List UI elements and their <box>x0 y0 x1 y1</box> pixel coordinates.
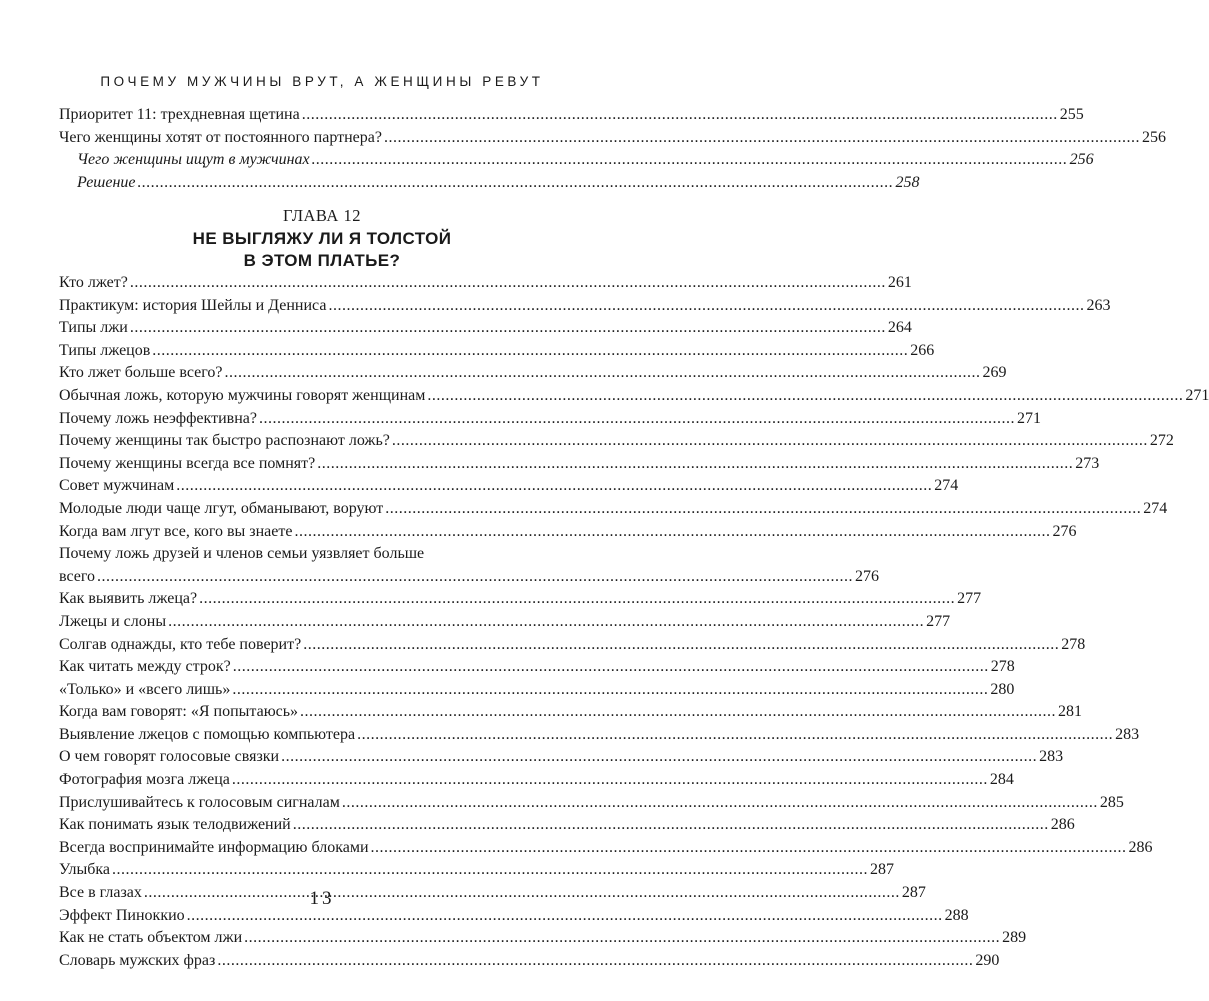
toc-entry <box>59 859 895 882</box>
toc-entry-title: Выявление лжецов с помощью компьютера <box>59 725 356 743</box>
toc-entry-title: Фотография мозга лжеца <box>59 771 230 789</box>
running-head: ПОЧЕМУ МУЖЧИНЫ ВРУТ, А ЖЕНЩИНЫ РЕВУТ <box>100 74 544 89</box>
toc-entry-title: Прислушивайтесь к голосовым сигналам <box>59 793 340 811</box>
toc-entry <box>59 679 1015 702</box>
toc-dot-leader <box>232 679 988 702</box>
toc-entry-title: О чем говорят голосовые связки <box>59 748 280 766</box>
toc-dot-leader <box>281 746 1037 769</box>
toc-entry-title: Почему ложь неэффективна? <box>59 409 257 427</box>
toc-dot-leader <box>312 149 1068 172</box>
toc-entry <box>59 656 1015 679</box>
toc-entry-title: Почему женщины всегда все помнят? <box>59 454 316 472</box>
toc-entry-page: 280 <box>990 680 1015 698</box>
toc-dot-leader <box>97 566 853 589</box>
toc-entry-page: 288 <box>944 906 969 924</box>
toc-entry <box>59 769 1014 792</box>
toc-entry <box>59 814 1075 837</box>
toc-entry-page: 284 <box>989 771 1014 789</box>
toc-entry-title: Как читать между строк? <box>59 658 231 676</box>
toc-entry <box>59 927 1027 950</box>
toc-dot-leader <box>294 521 1050 544</box>
toc-entry-page: 256 <box>1069 151 1094 169</box>
toc-entry <box>59 295 1111 318</box>
toc-entry-title: Солгав однажды, кто тебе поверит? <box>59 635 302 653</box>
toc-entry-page: 277 <box>926 612 951 630</box>
toc-entry-page: 283 <box>1039 748 1064 766</box>
toc-entry <box>59 272 912 295</box>
toc-dot-leader <box>293 814 1049 837</box>
toc-entry-page: 264 <box>887 319 912 337</box>
toc-subentry <box>59 149 1094 172</box>
toc-entry-title: Всегда воспринимайте информацию блоками <box>59 838 369 856</box>
toc-entry-page: 281 <box>1058 703 1083 721</box>
toc-entry <box>59 340 935 363</box>
toc-entry <box>59 746 1064 769</box>
toc-entry-title: Решение <box>77 173 136 191</box>
toc-entry <box>59 588 982 611</box>
toc-entry-page: 269 <box>982 364 1007 382</box>
toc-entry-page: 276 <box>855 567 880 585</box>
toc-dot-leader <box>328 295 1084 318</box>
toc-entry <box>59 430 1174 453</box>
toc-dot-leader <box>199 588 955 611</box>
toc-dot-leader <box>138 172 894 195</box>
toc-entry-page: 261 <box>887 274 912 291</box>
toc-entry-title: Словарь мужских фраз <box>59 951 216 969</box>
toc-entry-page: 287 <box>870 861 895 879</box>
toc-entry-title: Когда вам говорят: «Я попытаюсь» <box>59 703 299 721</box>
toc-dot-leader <box>130 317 886 340</box>
toc-dot-leader <box>244 927 1000 950</box>
toc-entry <box>59 701 1083 724</box>
toc-entry-page: 278 <box>990 658 1015 676</box>
toc-dot-leader <box>342 792 1098 815</box>
toc-chapter-12 <box>59 272 1209 972</box>
toc-entry-title: Приоритет 11: трехдневная щетина <box>59 106 300 123</box>
toc-dot-leader <box>302 104 1058 127</box>
toc-entry-title: Как не стать объектом лжи <box>59 929 243 947</box>
toc-entry-title: Совет мужчинам <box>59 477 175 495</box>
toc-dot-leader <box>384 127 1140 150</box>
toc-entry-title: всего <box>59 567 96 585</box>
toc-entry-title: Лжецы и слоны <box>59 612 167 630</box>
toc-entry-page: 272 <box>1149 432 1174 450</box>
toc-entry-title: Молодые люди чаще лгут, обманывают, воруют <box>59 499 384 517</box>
toc-dot-leader <box>152 340 908 363</box>
toc-entry-title: Типы лжецов <box>59 341 151 359</box>
toc-dot-leader <box>233 656 989 679</box>
toc-entry-title: Практикум: история Шейлы и Денниса <box>59 296 327 314</box>
toc-top-section <box>59 104 1166 194</box>
toc-subentry <box>59 172 920 195</box>
chapter-title-line-2: В ЭТОМ ПЛАТЬЕ? <box>243 251 401 270</box>
toc-entry <box>59 127 1166 150</box>
toc-dot-leader <box>168 611 924 634</box>
toc-entry-page: 283 <box>1115 725 1140 743</box>
toc-entry-title: Кто лжет больше всего? <box>59 364 223 382</box>
toc-entry <box>59 724 1140 747</box>
toc-entry-page: 289 <box>1002 929 1027 947</box>
toc-entry-page: 286 <box>1128 838 1153 856</box>
toc-dot-leader <box>317 453 1073 476</box>
toc-dot-leader <box>392 430 1148 453</box>
toc-entry <box>59 792 1124 815</box>
toc-entry-page: 258 <box>895 173 920 191</box>
chapter-title-line-1: НЕ ВЫГЛЯЖУ ЛИ Я ТОЛСТОЙ <box>192 229 452 248</box>
toc-entry-page: 266 <box>910 341 935 359</box>
toc-entry-title: «Только» и «всего лишь» <box>59 680 231 698</box>
toc-entry-title: Почему женщины так быстро распознают ложь? <box>59 432 390 450</box>
toc-entry-page: 274 <box>1143 499 1168 517</box>
toc-entry <box>59 385 1209 408</box>
toc-entry-title: Кто лжет? <box>59 274 128 291</box>
toc-entry-page: 276 <box>1052 522 1077 540</box>
toc-entry <box>59 837 1153 860</box>
toc-entry <box>59 453 1100 476</box>
toc-entry <box>59 408 1041 431</box>
toc-entry-title: Эффект Пиноккио <box>59 906 185 924</box>
toc-entry-page: 278 <box>1061 635 1086 653</box>
toc-entry <box>59 634 1086 657</box>
toc-entry-title-line-1: Почему ложь друзей и членов семьи уязвляет больше <box>59 545 425 563</box>
toc-entry-title: Чего женщины ищут в мужчинах <box>77 151 310 169</box>
toc-dot-leader <box>385 498 1141 521</box>
toc-entry-page: 286 <box>1050 816 1075 834</box>
toc-entry-page: 263 <box>1086 296 1111 314</box>
toc-entry-title: Все в глазах <box>59 884 142 902</box>
toc-entry <box>59 475 959 498</box>
toc-entry-title: Как выявить лжеца? <box>59 590 198 608</box>
toc-entry-page: 271 <box>1185 386 1209 404</box>
toc-dot-leader <box>232 769 988 792</box>
chapter-title <box>0 228 644 272</box>
toc-entry-title: Как понимать язык телодвижений <box>59 816 291 834</box>
toc-dot-leader <box>303 634 1059 657</box>
toc-entry <box>59 362 1007 385</box>
toc-dot-leader <box>217 950 973 973</box>
toc-entry-title: Типы лжи <box>59 319 128 337</box>
toc-dot-leader <box>130 272 886 295</box>
toc-entry-page: 273 <box>1075 454 1100 472</box>
toc-entry <box>59 498 1168 521</box>
toc-dot-leader <box>300 701 1056 724</box>
toc-entry <box>59 104 1084 127</box>
toc-entry <box>59 521 1077 544</box>
toc-entry <box>59 611 951 634</box>
toc-entry-title: Когда вам лгут все, кого вы знаете <box>59 522 293 540</box>
toc-entry-page: 271 <box>1016 409 1041 427</box>
toc-entry-page: 255 <box>1059 106 1084 123</box>
page-number: 13 <box>309 888 335 909</box>
toc-dot-leader <box>427 385 1183 408</box>
toc-dot-leader <box>112 859 868 882</box>
toc-entry-page: 256 <box>1141 128 1166 146</box>
toc-entry-page: 277 <box>957 590 982 608</box>
toc-dot-leader <box>357 724 1113 747</box>
toc-dot-leader <box>176 475 932 498</box>
toc-entry-page: 287 <box>901 884 926 902</box>
toc-dot-leader <box>259 408 1015 431</box>
toc-entry <box>59 950 1000 973</box>
toc-entry-page: 285 <box>1099 793 1124 811</box>
toc-entry <box>59 317 912 340</box>
chapter-label: ГЛАВА 12 <box>283 206 361 225</box>
toc-entry-page: 274 <box>934 477 959 495</box>
toc-entry-page: 290 <box>975 951 1000 969</box>
toc-dot-leader <box>225 362 981 385</box>
toc-entry-title: Улыбка <box>59 861 111 879</box>
toc-entry-title: Обычная ложь, которую мужчины говорят женщинам <box>59 386 426 404</box>
toc-dot-leader <box>371 837 1127 860</box>
toc-entry-title: Чего женщины хотят от постоянного партнера? <box>59 128 382 146</box>
toc-entry <box>59 566 880 589</box>
